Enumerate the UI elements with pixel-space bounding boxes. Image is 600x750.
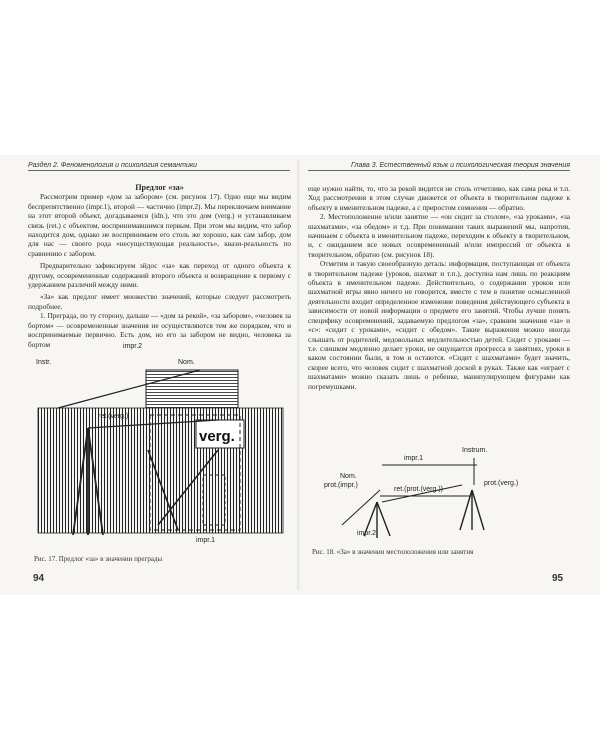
fig17-label-impr1: impr.1 [196, 537, 216, 544]
figure-17 [28, 340, 290, 550]
paragraph: «За» как предлог имеет множество значений, которые следует рассмотреть подробнее. [28, 292, 291, 311]
running-header-right: Глава 3. Естественный язык и психологическая теория значения [308, 162, 570, 171]
paragraph: Рассмотрим пример «дом за забором» (см. рисунок 17). Одно еще мы видим беспрепятственно (impr.1), второй — частично (impr.2). Мы переключаем внимание на этот второй объект, догадываемся (idn.), что это дом (verg.) и устанавливаем связь (ret.) с объектом, воспринимавшимся первым. При этом мы видим, что забор находится дом, однако не воспринимаем его столь же хорошо, как сам забор, дом для нас — своего рода «несуществующая реальность», квази-реальность по сравнению с забором. [28, 192, 291, 258]
fig17-label-impr2: impr.2 [123, 343, 143, 350]
house-roof [146, 370, 238, 408]
fig17-label-instr: Instr. [36, 359, 52, 366]
right-page-text [308, 184, 570, 391]
book-gutter [297, 160, 301, 590]
fig18-label-instrum: Instrum. [462, 447, 488, 454]
figure-18 [312, 430, 567, 540]
fig18-label-prot-impr: prot.(impr.) [324, 482, 358, 489]
fig18-label-nom: Nom. [340, 473, 357, 480]
figure-18-caption: Рис. 18. «За» в значении местоположения или занятия [312, 548, 474, 556]
fig17-label-verg: verg. [199, 428, 235, 445]
fig17-label-ret: ret.(verg.) [98, 413, 129, 420]
fence [38, 408, 283, 533]
tripod-leg [472, 490, 484, 530]
fig18-label-prot-verg: prot.(verg.) [484, 480, 519, 487]
running-header-left: Раздел 2. Феноменология и психология семантики [28, 162, 290, 171]
paragraph: Предварительно зафиксируем эйдос «за» как переход от одного объекта к другому, осовремененные содержаний второго объекта и возвращение к первому с удержанием различий между ними. [28, 261, 291, 290]
fig17-label-nom: Nom. [178, 359, 195, 366]
page-number-right: 95 [552, 573, 564, 584]
tripod-leg [377, 502, 390, 536]
fig18-label-impr1: impr.1 [404, 455, 424, 462]
section-heading: Предлог «за» [135, 183, 184, 192]
paragraph: еще нужно найти, то, что за рекой видится не столь отчетливо, как сама река и т.п. Ход рассмотрения в этом случае движется от объекта в творительном падеже к объекту в именительном падеже, а с приростом сомнения — обратно. [308, 184, 570, 212]
fig18-label-impr2: impr.2 [357, 530, 377, 537]
page-number-left: 94 [33, 573, 45, 584]
left-page-text [28, 183, 291, 349]
paragraph: Отметим и такую своеобразную деталь: информация, поступающая от объекта в творительном падеже (уроков, шахмат и т.п.), доступна нам лишь по реакциям объекта в именительном падеже. Действительно, о содержании уроков или шахматной игры явно ничего не говорится, вместе с тем в понятие осмысленной деятельности входит определенное изменение поведения действующего субъекта в зависимости от новой информации о предмете его занятий. Чтобы лучше понять специфику осовременений, задаваемую предлогом «за», сравним значения «за» и «с»: «сидит с уроками», «сидит с обедом». Такие выражения можно иногда слышать от родителей, медовольных медлительностью детей. Сидит с уроками — т.е. слишком медленно делает уроки, не ощущается прогресса в занятиях, уроки в каком состоянии были, в том и остаются. «Сидит с шахматами» будет значить, скорее всего, что человек сидит с шахматной доской в руках. Также как «играет с шахматами» можно сказать лишь о ребенке, манипулирующем фигурами как погремушками. [308, 259, 570, 391]
figure-17-caption: Рис. 17. Предлог «за» в значении преграды [34, 555, 163, 563]
fig18-label-ret: ret.(prot.(verg.)) [394, 486, 444, 493]
paragraph: 1. Преграда, по ту сторону, дальше — «дом за рекой», «за забором», «человек за бортом» — осовремененные значения не осуществляются тем же порядком, что и воспринимаемые первично. Есть дом, но его за забором не видно, человека за бортом [28, 311, 291, 349]
paragraph: 2. Местоположение и/или занятие — «он сидит за столом», «за уроками», «за шахматами», «за обедом» и т.д. При понимании таких выражений мы, напротив, начинаем с объекта в именительном падеже, переходим к объекту в творительном, и, с ожиданием все новых осовремененный и/или импрессий от объекта в творительном, обратно (см. рисунок 18). [308, 212, 570, 259]
